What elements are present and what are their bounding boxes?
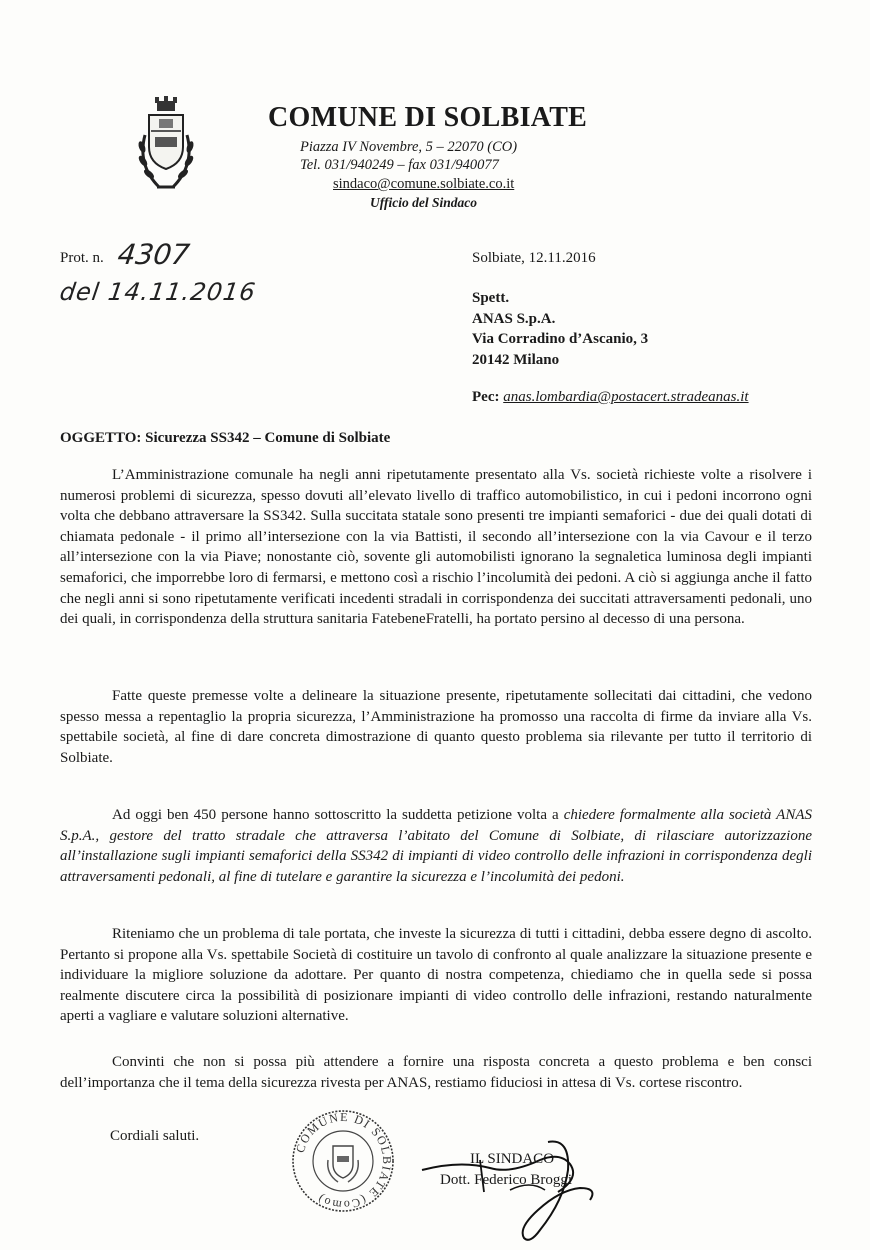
recipient-address bbox=[472, 288, 648, 370]
pec-label: Pec: bbox=[472, 389, 500, 405]
place-date: Solbiate, 12.11.2016 bbox=[472, 250, 596, 266]
body-paragraph-2: Fatte queste premesse volte a delineare la situazione presente, ripetutamente sollecitati dai cittadini, che vedono spesso messa a repentaglio la propria sicurezza, l’Amministrazione ha promosso una raccolta di firme da inviare alla Vs. spettabile società, al fine di dare concreta dimostrazione di quanto questo problema sia rilevante per tutto il territorio di Solbiate. bbox=[60, 688, 812, 766]
municipality-phone-fax: Tel. 031/940249 – fax 031/940077 bbox=[300, 157, 499, 173]
signatory-name: Dott. Federico Broggi bbox=[440, 1172, 573, 1188]
office-name: Ufficio del Sindaco bbox=[370, 195, 477, 210]
letter-subject: OGGETTO: Sicurezza SS342 – Comune di Solbiate bbox=[60, 430, 391, 446]
municipality-title: COMUNE DI SOLBIATE bbox=[268, 102, 588, 133]
signatory-title: IL SINDACO bbox=[470, 1151, 555, 1167]
official-stamp-icon bbox=[290, 1108, 396, 1214]
closing-greeting: Cordiali saluti. bbox=[110, 1128, 200, 1144]
recipient-name: ANAS S.p.A. bbox=[472, 310, 556, 327]
recipient-street: Via Corradino d’Ascanio, 3 bbox=[472, 331, 649, 347]
body-paragraph-3 bbox=[60, 805, 812, 887]
svg-text:COMUNE DI SOLBIATE (Como): COMUNE DI SOLBIATE (Como) bbox=[292, 1109, 395, 1213]
recipient-salutation: Spett. bbox=[472, 290, 510, 306]
recipient-city: 20142 Milano bbox=[472, 351, 560, 368]
pec-address-link[interactable]: anas.lombardia@postacert.stradeanas.it bbox=[503, 389, 749, 405]
body-paragraph-1: L’Amministrazione comunale ha negli anni ripetutamente presentato alla Vs. società richieste volte a risolvere i numerosi problemi di sicurezza, spesso dovuti all’elevato livello di traffico automobilistico, in cui i pedoni incorrono ogni volta che debbano attraversare la SS342. Sulla succitata statale sono presenti tre impianti semaforici - due dei quali dotati di chiamata pedonale - il primo all’intersezione con la via Battisti, il secondo all’intersezione con la via Cavour e il terzo all’intersezione con la via Piave; nonostante ciò, sovente gli automobilisti ignorano la segnaletica luminosa degli impianti semaforici, che imporrebbe loro di fermarsi, e mettono così a rischio l’incolumità dei pedoni. A ciò si aggiunga anche il fatto che negli anni si sono ripetutamente verificati incedenti stradali in corrispondenza dei succitati attraversamenti pedonali, uno dei quali, in corrispondenza della struttura sanitaria FatebeneFratelli, ha portato persino al decesso di una persona. bbox=[60, 467, 812, 628]
protocol-number: 4307 bbox=[115, 238, 192, 271]
municipality-email-link[interactable]: sindaco@comune.solbiate.co.it bbox=[333, 176, 515, 192]
handwritten-signature-icon bbox=[420, 1130, 610, 1250]
body-paragraph-5: Convinti che non si possa più attendere a fornire una risposta concreta a questo problema e ben consci dell’importanza che il tema della sicurezza rivesta per ANAS, restiamo fiduciosi in attesa di Vs. cortese riscontro. bbox=[60, 1054, 812, 1091]
protocol-label: Prot. n. bbox=[60, 250, 104, 266]
municipality-address: Piazza IV Novembre, 5 – 22070 (CO) bbox=[300, 139, 518, 155]
protocol-date: del 14.11.2016 bbox=[58, 278, 258, 306]
body-paragraph-3-request: chiedere formalmente alla società ANAS S.p.A., gestore del tratto stradale che attraversa l’abitato del Comune di Solbiate, di rilasciare autorizzazione all’installazione sugli impianti semaforici della SS342 di impianti di video controllo delle infrazioni in corrispondenza degli attraversamenti pedonali, al fine di tutelare e garantire la sicurezza e l’incolumità dei pedoni. bbox=[60, 807, 813, 885]
body-paragraph-4: Riteniamo che un problema di tale portata, che investe la sicurezza di tutti i cittadini, debba essere degno di ascolto. Pertanto si propone alla Vs. spettabile Società di costituire un tavolo di confronto al quale analizzare la situazione presente e individuare la migliore soluzione da adottare. Per quanto di nostra competenza, chiediamo che in quella sede si possa realmente discutere circa la possibilità di posizionare impianti di video controllo delle infrazioni, restando naturalmente aperti a vagliare e valutare soluzioni alternative. bbox=[60, 926, 812, 1025]
body-paragraph-3-intro: Ad oggi ben 450 persone hanno sottoscritto la suddetta petizione volta a bbox=[112, 807, 564, 823]
recipient-pec bbox=[472, 389, 749, 406]
municipal-crest-icon bbox=[135, 95, 197, 205]
